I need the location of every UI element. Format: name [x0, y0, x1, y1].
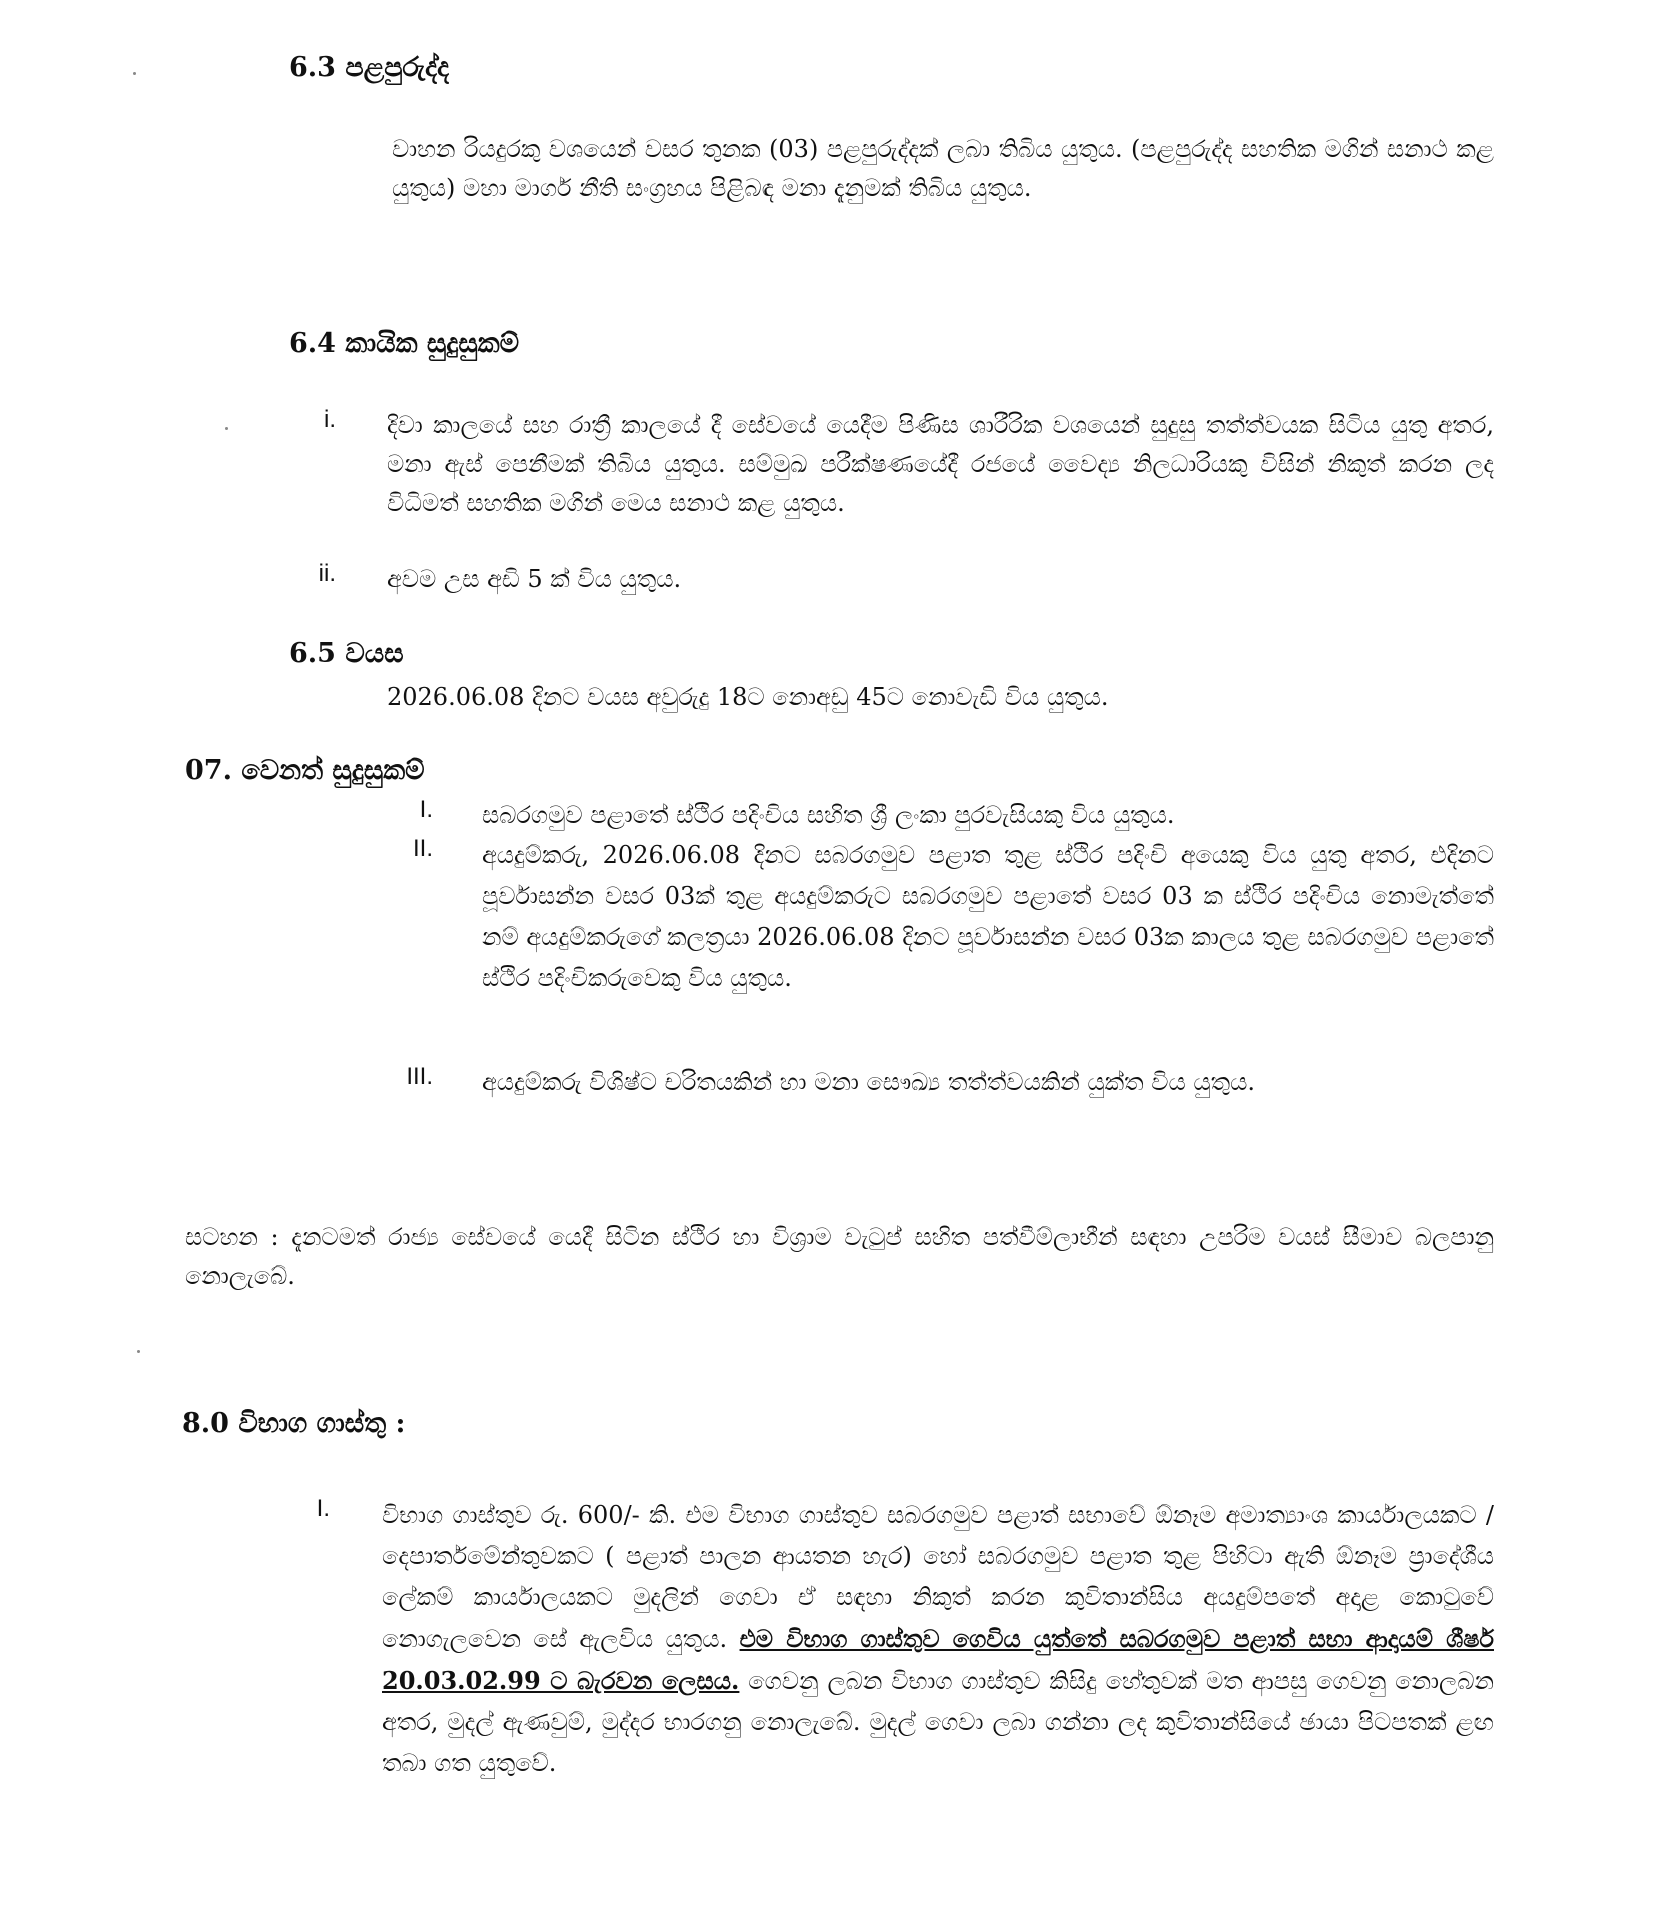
list-item: අයදුම්කරු විශිෂ්ට චරිතයකින් හා මනා සෞඛ්‍ය තත්ත්වයකින් යුක්ත විය යුතුය.	[482, 1068, 1256, 1096]
exam-fee-account-head: එම විභාග ගාස්තුව ගෙවිය යුත්තේ සබරගමුව පළාත් සභා ආදායම් ශීර්ෂ 20.03.02.99 ට බැරවන ලෙසය.	[382, 1624, 1494, 1695]
exam-fee-paragraph	[382, 1495, 1494, 1784]
note-paragraph: සටහන : දැනටමත් රාජ්‍ය සේවයේ යෙදී සිටින ස්ථිර හා විශ්‍රාම වැටුප් සහිත පත්වීම්ලාභීන් සඳහා උපරිම වයස් සීමාව බලපානු නොලැබේ.	[185, 1223, 1494, 1290]
scan-speck	[133, 72, 136, 75]
list-marker: I.	[419, 796, 433, 823]
section-6-4-heading: 6.4 කායික සුදුසුකම්	[289, 328, 520, 359]
list-item: සබරගමුව පළාතේ ස්ථිර පදිංචිය සහිත ශ්‍රී ලංකා පුරවැසියකු විය යුතුය.	[482, 801, 1175, 829]
list-marker: i.	[324, 406, 336, 433]
section-07-heading: 07. වෙනත් සුදුසුකම්	[185, 755, 425, 786]
section-6-5-heading: 6.5 වයස	[289, 638, 404, 669]
list-marker: III.	[406, 1063, 433, 1090]
section-8-0-heading: 8.0 විභාග ගාස්තු :	[182, 1408, 406, 1439]
section-6-3-body: වාහන රියදුරකු වශයෙන් වසර තුනක (03) පළපුරුද්දක් ලබා තිබිය යුතුය. (පළපුරුද්ද සහතික මගින් සනාථ කළ යුතුය) මහා මාර්ග නීති සංග්‍රහය පිළිබඳ මනා දැනුමක් තිබිය යුතුය.	[392, 135, 1494, 202]
list-marker: ii.	[318, 560, 336, 587]
section-6-5-body: 2026.06.08 දිනට වයස අවුරුදු 18ට නොඅඩු 45ට නොවැඩි විය යුතුය.	[387, 683, 1109, 711]
exam-fee-text-cont: ගෙවනු ලබන විභාග ගාස්තුව කිසිදු හේතුවක් මත ආපසු ගෙවනු නොලබන අතර, මුදල් ඇණවුම්, මුද්දර භාරගනු නොලැබේ. මුදල් ගෙවා ලබා ගන්නා ලද කුවිතාන්සියේ ඡායා පිටපතක් ළඟ තබා ගත යුතුවේ.	[382, 1667, 1494, 1777]
list-marker: I.	[316, 1495, 330, 1522]
list-item: දිවා කාලයේ සහ රාත්‍රී කාලයේ දී සේවයේ යෙදීම පිණිස ශාරීරික වශයෙන් සුදුසු තත්ත්වයක සිටිය යුතු අතර, මනා ඇස් පෙනීමක් තිබිය යුතුය. සම්මුඛ පරීක්ෂණයේදී රජයේ වෛද්‍ය නිලධාරියකු විසින් නිකුත් කරන ලද විධිමත් සහතික මගින් මෙය සනාථ කළ යුතුය.	[387, 411, 1494, 517]
list-item: අයදුම්කරු, 2026.06.08 දිනට සබරගමුව පළාත තුළ ස්ථිර පදිංචි අයෙකු විය යුතු අතර, එදිනට පූර්වාසන්න වසර 03ක් තුළ අයදුම්කරුට සබරගමුව පළාතේ වසර 03 ක ස්ථිර පදිංචිය නොමැත්තේ නම් අයදුම්කරුගේ කලත්‍රයා 2026.06.08 දිනට පූර්වාසන්න වසර 03ක කාලය තුළ සබරගමුව පළාතේ ස්ථිර පදිංචිකරුවෙකු විය යුතුය.	[482, 841, 1494, 992]
scan-speck	[225, 427, 228, 430]
list-item: අවම උස අඩි 5 ක් විය යුතුය.	[387, 565, 682, 593]
list-marker: II.	[412, 835, 433, 862]
exam-fee-text: විභාග ගාස්තුව රු. 600/- කි. එම විභාග ගාස්තුව සබරගමුව පළාත් සභාවේ ඕනෑම අමාත්‍යාංශ කාර්යාලයකට / දෙපාර්තමේන්තුවකට ( පළාත් පාලන ආයතන හැර) හෝ සබරගමුව පළාත තුළ පිහිටා ඇති ඕනෑම ප්‍රාදේශීය ලේකම් කාර්යාලයකට මුදලින් ගෙවා ඒ සඳහා නිකුත් කරන කුවිතාන්සිය අයදුම්පතේ අදාළ කොටුවේ නොගැලවෙන සේ ඇලවිය යුතුය.	[382, 1501, 1494, 1653]
section-6-3-heading: 6.3 පළපුරුද්ද	[289, 52, 450, 83]
scan-speck	[137, 1350, 140, 1353]
